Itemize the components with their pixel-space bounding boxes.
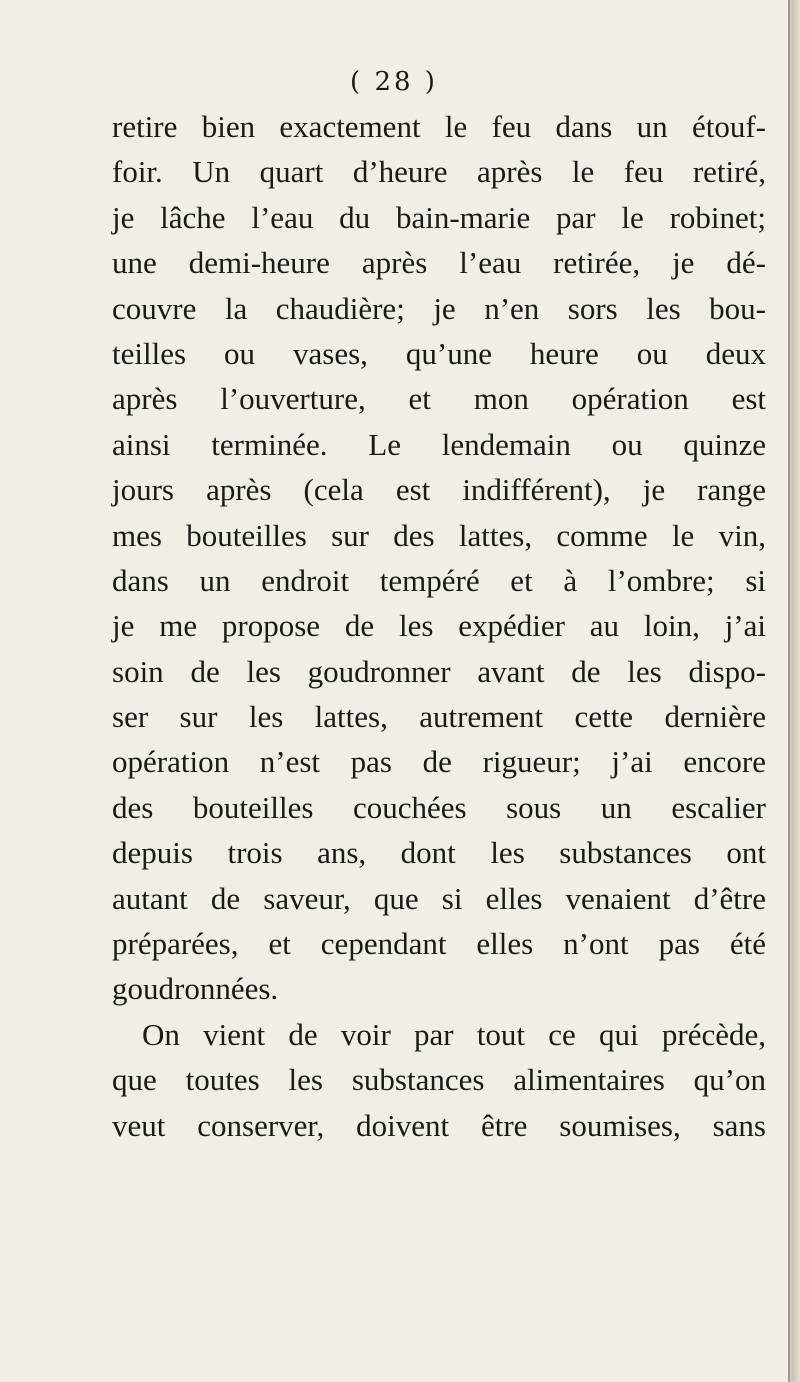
text-line: des bouteilles couchées sous un escalier: [112, 789, 766, 825]
text-line: mes bouteilles sur des lattes, comme le vin,: [112, 517, 766, 553]
text-line: autant de saveur, que si elles venaient d’être: [112, 880, 766, 916]
text-line: je lâche l’eau du bain-marie par le robinet;: [112, 199, 766, 235]
text-line: préparées, et cependant elles n’ont pas été: [112, 926, 766, 962]
text-line: veut conserver, doivent être soumises, sans: [112, 1107, 766, 1143]
text-line: couvre la chaudière; je n’en sors les bou-: [112, 290, 766, 326]
text-line: depuis trois ans, dont les substances ont: [112, 835, 766, 871]
text-line: une demi-heure après l’eau retirée, je dé-: [112, 245, 766, 281]
page-edge-shadow: [788, 0, 790, 1382]
page-number: ( 28 ): [350, 67, 438, 97]
text-line: retire bien exactement le feu dans un étouf-: [112, 109, 766, 144]
text-line: jours après (cela est indifférent), je range: [112, 472, 766, 508]
text-line: ainsi terminée. Le lendemain ou quinze: [112, 426, 766, 462]
paragraph-end-line: goudronnées.: [112, 971, 279, 1007]
text-line: teilles ou vases, qu’une heure ou deux: [112, 335, 766, 371]
text-line: je me propose de les expédier au loin, j’ai: [112, 608, 766, 644]
text-line: après l’ouverture, et mon opération est: [112, 381, 766, 417]
body-text: [112, 104, 766, 1148]
text-line: dans un endroit tempéré et à l’ombre; si: [112, 562, 766, 598]
text-line: opération n’est pas de rigueur; j’ai encore: [112, 744, 766, 780]
paragraph-start-line: On vient de voir par tout ce qui précède,: [142, 1016, 766, 1052]
text-line: que toutes les substances alimentaires qu’on: [112, 1062, 766, 1098]
text-line: ser sur les lattes, autrement cette dernière: [112, 699, 766, 735]
text-line: foir. Un quart d’heure après le feu retiré,: [112, 154, 766, 190]
text-line: soin de les goudronner avant de les dispo-: [112, 653, 766, 689]
